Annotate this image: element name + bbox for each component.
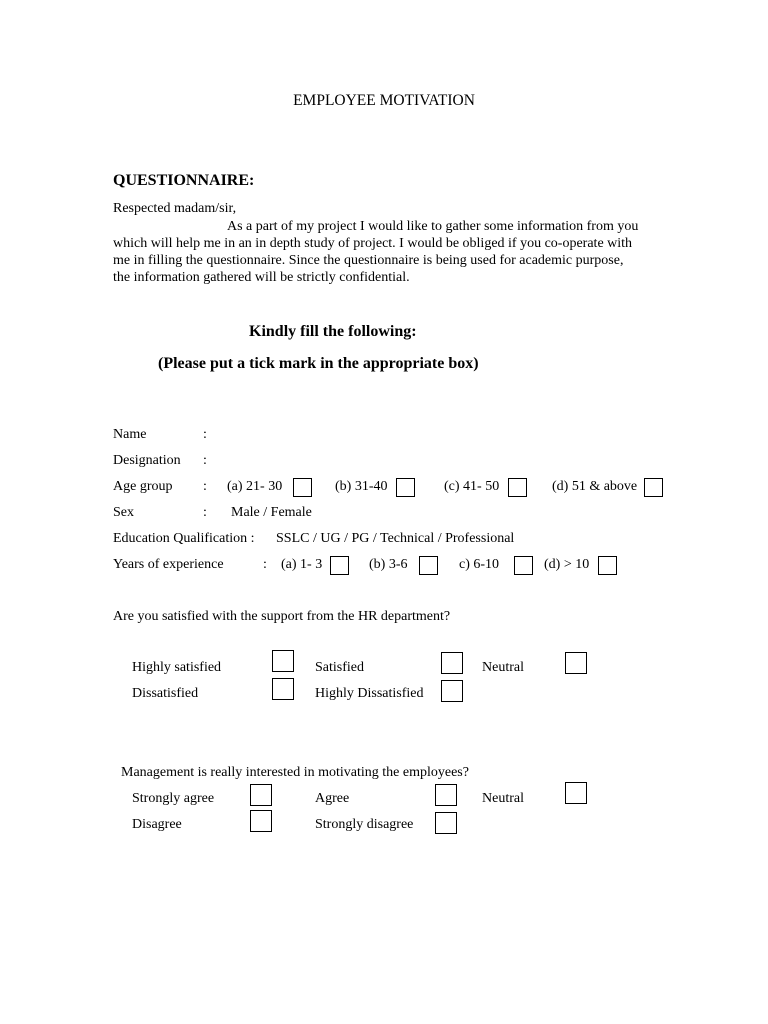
age-group-colon: : (203, 479, 207, 494)
q2-option-neutral: Neutral (482, 791, 524, 806)
age-option-31-40: (b) 31-40 (335, 479, 388, 494)
exp-6-10-checkbox[interactable] (514, 556, 533, 575)
education-value: SSLC / UG / PG / Technical / Professional (276, 531, 515, 546)
q2-strongly-agree-checkbox[interactable] (250, 784, 272, 806)
intro-line-3: me in filling the questionnaire. Since the questionnaire is being used for academic purpose, (113, 253, 624, 268)
instruction-tick: (Please put a tick mark in the appropriate box) (158, 355, 479, 372)
q1-option-neutral: Neutral (482, 660, 524, 675)
exp-3-6-checkbox[interactable] (419, 556, 438, 575)
age-31-40-checkbox[interactable] (396, 478, 415, 497)
q1-option-highly-satisfied: Highly satisfied (132, 660, 222, 675)
q2-option-strongly-agree: Strongly agree (132, 791, 215, 806)
intro-line-1: As a part of my project I would like to gather some information from you (227, 219, 639, 234)
designation-label: Designation (113, 453, 181, 468)
q1-highly-satisfied-checkbox[interactable] (272, 650, 294, 672)
exp-option-1-3: (a) 1- 3 (281, 557, 323, 572)
age-41-50-checkbox[interactable] (508, 478, 527, 497)
q1-satisfied-checkbox[interactable] (441, 652, 463, 674)
name-colon: : (203, 427, 207, 442)
experience-label: Years of experience (113, 557, 224, 572)
age-option-51-above: (d) 51 & above (552, 479, 638, 494)
q2-agree-checkbox[interactable] (435, 784, 457, 806)
age-option-21-30: (a) 21- 30 (227, 479, 283, 494)
age-51-above-checkbox[interactable] (644, 478, 663, 497)
exp-option-6-10: c) 6-10 (459, 557, 500, 572)
q2-option-disagree: Disagree (132, 817, 182, 832)
age-group-label: Age group (113, 479, 173, 494)
intro-line-4: the information gathered will be strictly confidential. (113, 270, 410, 285)
q1-neutral-checkbox[interactable] (565, 652, 587, 674)
sex-label: Sex (113, 505, 134, 520)
questionnaire-heading: QUESTIONNAIRE: (113, 172, 255, 189)
exp-above-10-checkbox[interactable] (598, 556, 617, 575)
q2-option-strongly-disagree: Strongly disagree (315, 817, 414, 832)
q2-strongly-disagree-checkbox[interactable] (435, 812, 457, 834)
exp-option-above-10: (d) > 10 (544, 557, 590, 572)
sex-colon: : (203, 505, 207, 520)
sex-value: Male / Female (231, 505, 312, 520)
q1-dissatisfied-checkbox[interactable] (272, 678, 294, 700)
greeting: Respected madam/sir, (113, 201, 237, 216)
q1-option-satisfied: Satisfied (315, 660, 364, 675)
q2-neutral-checkbox[interactable] (565, 782, 587, 804)
q1-highly-dissatisfied-checkbox[interactable] (441, 680, 463, 702)
exp-option-3-6: (b) 3-6 (369, 557, 408, 572)
q1-option-dissatisfied: Dissatisfied (132, 686, 199, 701)
q2-disagree-checkbox[interactable] (250, 810, 272, 832)
q2-question: Management is really interested in motivating the employees? (121, 765, 469, 780)
intro-line-2: which will help me in an in depth study of project. I would be obliged if you co-operate with (113, 236, 633, 251)
age-option-41-50: (c) 41- 50 (444, 479, 500, 494)
q1-question: Are you satisfied with the support from the HR department? (113, 609, 451, 624)
age-21-30-checkbox[interactable] (293, 478, 312, 497)
education-label: Education Qualification : (113, 531, 255, 546)
instruction-fill: Kindly fill the following: (249, 323, 417, 340)
designation-colon: : (203, 453, 207, 468)
q1-option-highly-dissatisfied: Highly Dissatisfied (315, 686, 424, 701)
document-title: EMPLOYEE MOTIVATION (293, 92, 475, 109)
q2-option-agree: Agree (315, 791, 350, 806)
experience-colon: : (263, 557, 267, 572)
name-label: Name (113, 427, 147, 442)
exp-1-3-checkbox[interactable] (330, 556, 349, 575)
